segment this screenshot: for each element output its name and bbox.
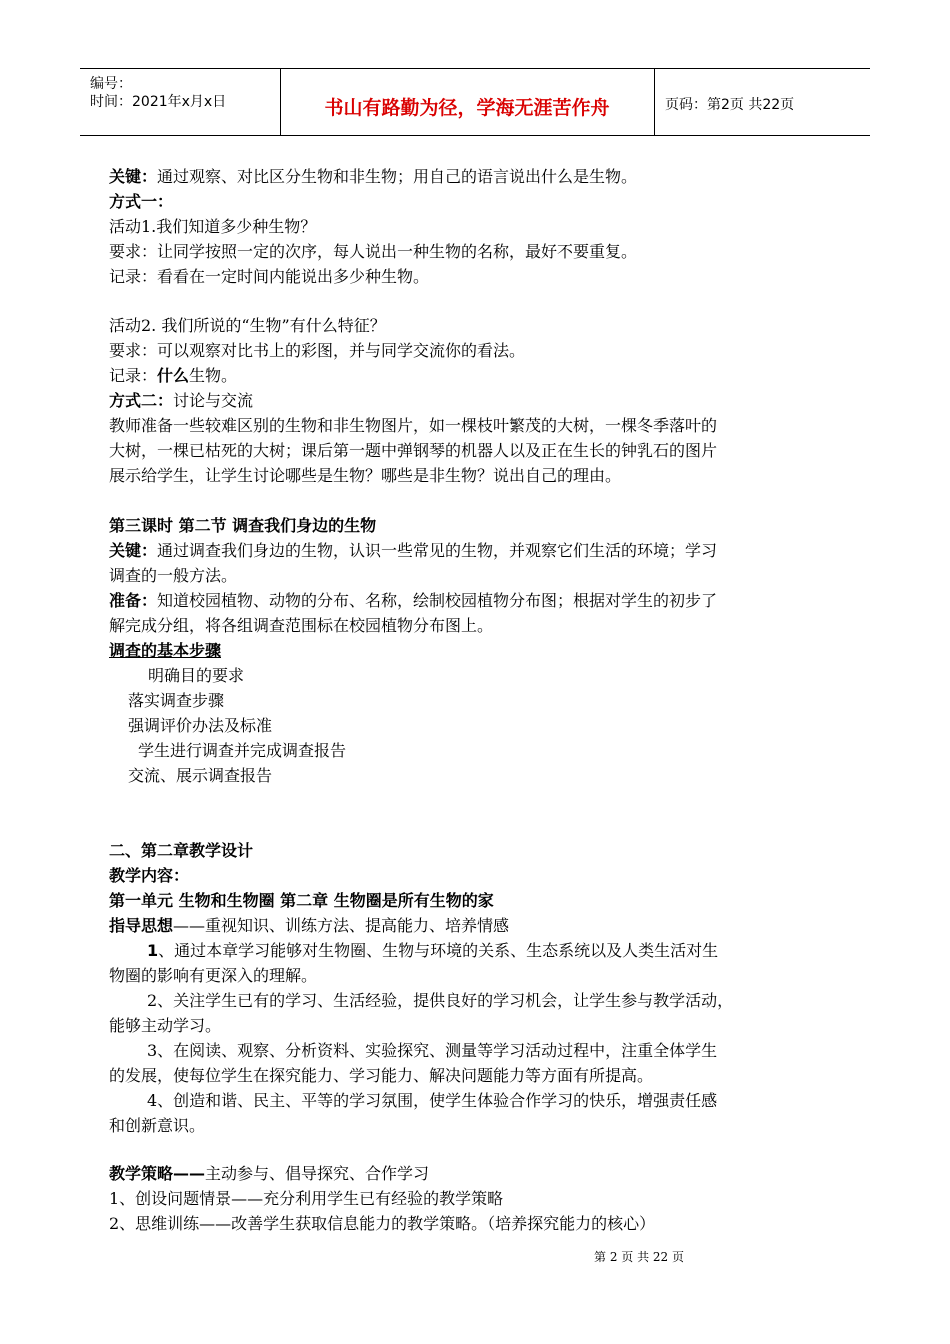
paragraph-line: 记录：看看在一定时间内能说出多少种生物。 (109, 267, 430, 286)
paragraph-line: 教师准备一些较难区别的生物和非生物图片，如一棵枝叶繁茂的大树，一棵冬季落叶的 (109, 416, 718, 435)
section-heading: 第一单元 生物和生物圈 第二章 生物圈是所有生物的家 (109, 891, 494, 910)
header-motto: 书山有路勤为径，学海无涯苦作舟 (324, 97, 610, 119)
paragraph-line: 指导思想——重视知识、训练方法、提高能力、培养情感 (109, 916, 510, 935)
paragraph-line: 大树，一棵已枯死的大树；课后第一题中弹钢琴的机器人以及正在生长的钟乳石的图片 (109, 441, 718, 460)
paragraph-line: 教学策略——主动参与、倡导探究、合作学习 (109, 1164, 430, 1183)
page-header (80, 68, 870, 136)
page-footer: 第 2 页 共 22 页 (594, 1250, 684, 1264)
paragraph-line: 2、思维训练——改善学生获取信息能力的教学策略。（培养探究能力的核心） (109, 1214, 656, 1233)
document-number-label: 编号： (90, 76, 132, 92)
header-motto-cell (280, 69, 655, 135)
header-left-cell (80, 69, 281, 135)
list-item: 强调评价办法及标准 (128, 716, 273, 735)
paragraph-line: 展示给学生，让学生讨论哪些是生物？哪些是非生物？说出自己的理由。 (109, 466, 622, 485)
paragraph-line: 方式二：讨论与交流 (109, 391, 254, 410)
paragraph-line: 1、创设问题情景——充分利用学生已有经验的教学策略 (109, 1189, 504, 1208)
header-page-info: 页码：第2页 共22页 (665, 97, 795, 113)
key-label: 关键： (109, 167, 158, 186)
paragraph-line: 物圈的影响有更深入的理解。 (109, 966, 318, 985)
section-heading: 第三课时 第二节 调查我们身边的生物 (109, 516, 377, 535)
list-item: 落实调查步骤 (128, 691, 225, 710)
paragraph-line: 要求：让同学按照一定的次序，每人说出一种生物的名称，最好不要重复。 (109, 242, 638, 261)
paragraph-line: 关键：通过观察、对比区分生物和非生物；用自己的语言说出什么是生物。 (109, 167, 638, 186)
section-heading: 方式一： (109, 192, 174, 211)
paragraph-line: 关键：通过调查我们身边的生物，认识一些常见的生物，并观察它们生活的环境；学习 (109, 541, 718, 560)
paragraph-line: 能够主动学习。 (109, 1016, 222, 1035)
paragraph-line: 记录：什么生物。 (109, 366, 238, 385)
section-heading: 教学内容： (109, 866, 190, 885)
paragraph-line: 要求：可以观察对比书上的彩图，并与同学交流你的看法。 (109, 341, 526, 360)
paragraph-line: 调查的一般方法。 (109, 566, 238, 585)
paragraph-line: 1、通过本章学习能够对生物圈、生物与环境的关系、生态系统以及人类生活对生 (147, 941, 719, 960)
list-item: 明确目的要求 (148, 666, 245, 685)
paragraph-line: 2、关注学生已有的学习、生活经验，提供良好的学习机会，让学生参与教学活动， (147, 991, 734, 1010)
chapter-heading: 二、第二章教学设计 (109, 841, 254, 860)
paragraph-line: 活动2. 我们所说的“生物”有什么特征？ (109, 316, 386, 335)
document-date: 时间：2021年x月x日 (90, 94, 227, 110)
paragraph-line: 准备：知道校园植物、动物的分布、名称，绘制校园植物分布图；根据对学生的初步了 (109, 591, 718, 610)
header-right-cell (655, 69, 870, 135)
paragraph-line: 4、创造和谐、民主、平等的学习氛围，使学生体验合作学习的快乐，增强责任感 (147, 1091, 718, 1110)
paragraph-line: 活动1.我们知道多少种生物？ (109, 217, 317, 236)
paragraph-line: 的发展，使每位学生在探究能力、学习能力、解决问题能力等方面有所提高。 (109, 1066, 654, 1085)
paragraph-line: 解完成分组，将各组调查范围标在校园植物分布图上。 (109, 616, 494, 635)
paragraph-line: 和创新意识。 (109, 1116, 206, 1135)
list-item: 学生进行调查并完成调查报告 (138, 741, 347, 760)
paragraph-line: 3、在阅读、观察、分析资料、实验探究、测量等学习活动过程中，注重全体学生 (147, 1041, 718, 1060)
section-heading: 调查的基本步骤 (109, 641, 222, 660)
list-item: 交流、展示调查报告 (128, 766, 273, 785)
